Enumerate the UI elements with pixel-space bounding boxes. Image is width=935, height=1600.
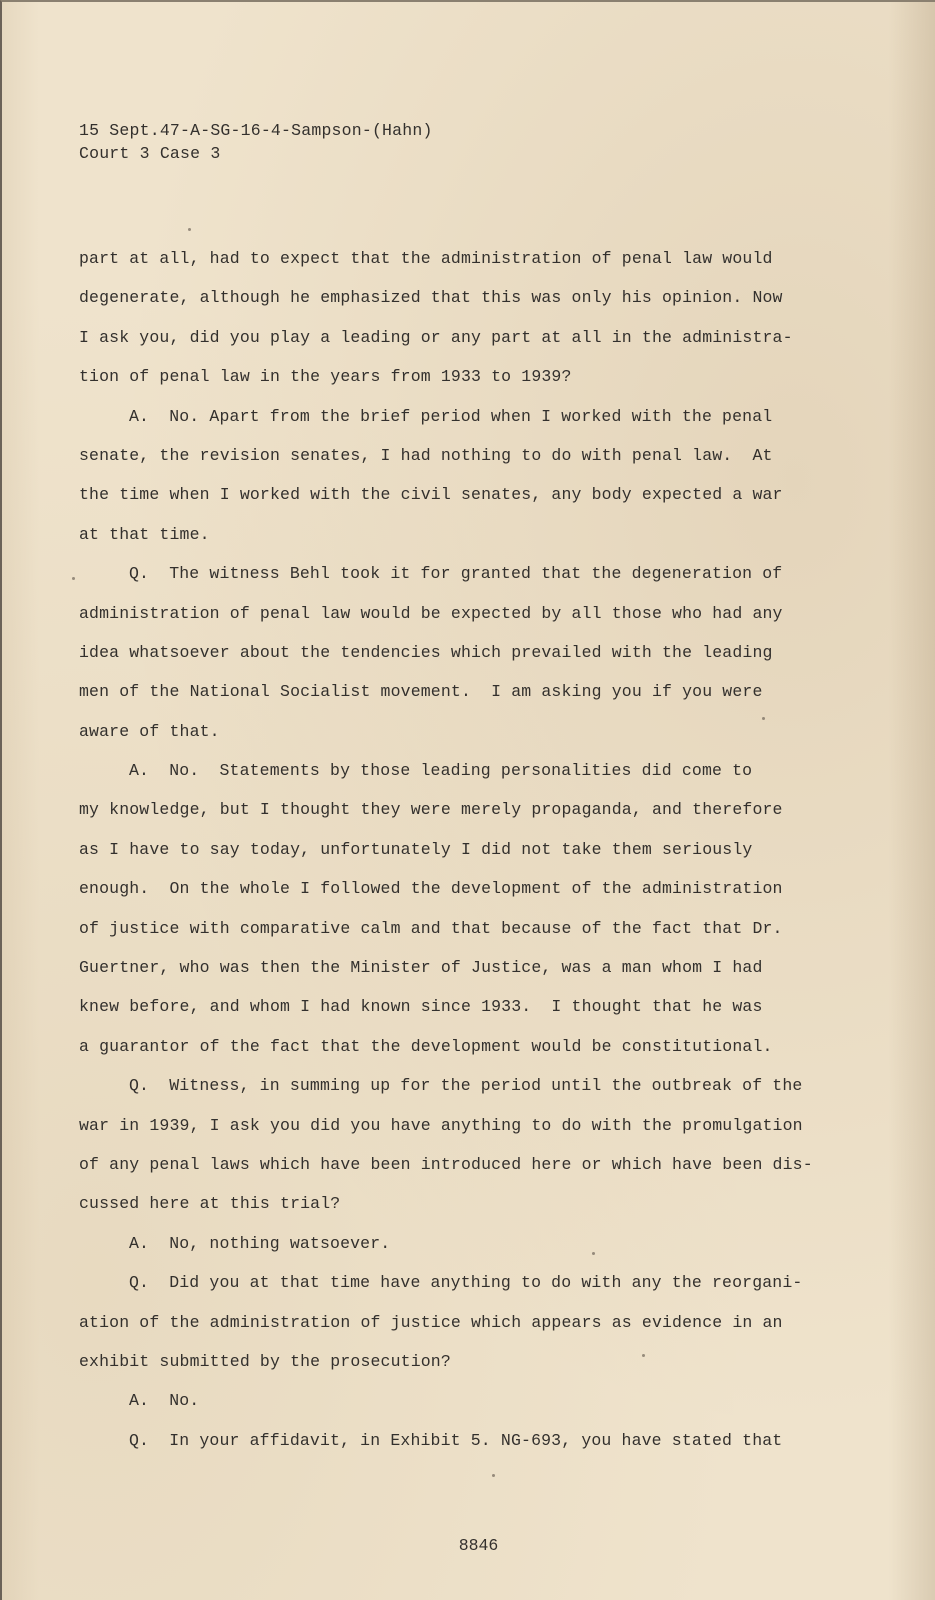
paper-speck: [188, 228, 191, 231]
transcript-body: [79, 239, 839, 1460]
transcript-line: of justice with comparative calm and that because of the fact that Dr.: [79, 918, 783, 938]
paper-speck: [592, 1252, 595, 1255]
paper-speck: [642, 1354, 645, 1357]
paper-speck: [492, 1474, 495, 1477]
transcript-line: idea whatsoever about the tendencies which prevailed with the leading: [79, 642, 773, 662]
transcript-line: as I have to say today, unfortunately I did not take them seriously: [79, 839, 753, 859]
transcript-line: cussed here at this trial?: [79, 1194, 341, 1214]
transcript-line: ation of the administration of justice which appears as evidence in an: [79, 1312, 783, 1332]
transcript-line: exhibit submitted by the prosecution?: [79, 1351, 451, 1371]
transcript-line: degenerate, although he emphasized that this was only his opinion. Now: [79, 288, 783, 308]
header-court-case: Court 3 Case 3: [79, 144, 221, 163]
transcript-line: administration of penal law would be expected by all those who had any: [79, 603, 783, 623]
page-number: 8846: [458, 1536, 499, 1555]
transcript-line: enough. On the whole I followed the development of the administration: [79, 879, 783, 899]
transcript-line: A. No.: [129, 1391, 200, 1411]
transcript-line: Q. Did you at that time have anything to do with any the reorgani-: [129, 1273, 803, 1293]
transcript-line: Q. Witness, in summing up for the period until the outbreak of the: [129, 1076, 803, 1096]
transcript-line: of any penal laws which have been introduced here or which have been dis-: [79, 1154, 813, 1174]
transcript-line: the time when I worked with the civil senates, any body expected a war: [79, 485, 783, 505]
transcript-line: a guarantor of the fact that the development would be constitutional.: [79, 1036, 773, 1056]
transcript-line: men of the National Socialist movement. I am asking you if you were: [79, 682, 763, 702]
transcript-line: at that time.: [79, 524, 210, 544]
transcript-line: Guertner, who was then the Minister of Justice, was a man whom I had: [79, 958, 763, 978]
transcript-line: senate, the revision senates, I had nothing to do with penal law. At: [79, 445, 773, 465]
transcript-line: A. No. Apart from the brief period when I worked with the penal: [129, 406, 773, 426]
header-session-reference: 15 Sept.47-A-SG-16-4-Sampson-(Hahn): [79, 121, 433, 140]
document-header: [79, 119, 433, 165]
transcript-line: Q. The witness Behl took it for granted that the degeneration of: [129, 564, 783, 584]
paper-speck: [72, 577, 75, 580]
transcript-line: part at all, had to expect that the administration of penal law would: [79, 249, 773, 268]
transcript-line: Q. In your affidavit, in Exhibit 5. NG-693, you have stated that: [129, 1430, 783, 1450]
transcript-line: my knowledge, but I thought they were merely propaganda, and therefore: [79, 800, 783, 820]
transcript-line: A. No. Statements by those leading personalities did come to: [129, 761, 753, 781]
transcript-line: war in 1939, I ask you did you have anything to do with the promulgation: [79, 1115, 803, 1135]
transcript-line: A. No, nothing watsoever.: [129, 1233, 391, 1253]
transcript-line: aware of that.: [79, 721, 220, 741]
paper-speck: [762, 717, 765, 720]
transcript-line: I ask you, did you play a leading or any part at all in the administra-: [79, 327, 793, 347]
transcript-line: knew before, and whom I had known since 1933. I thought that he was: [79, 997, 763, 1017]
transcript-line: tion of penal law in the years from 1933 to 1939?: [79, 367, 572, 387]
